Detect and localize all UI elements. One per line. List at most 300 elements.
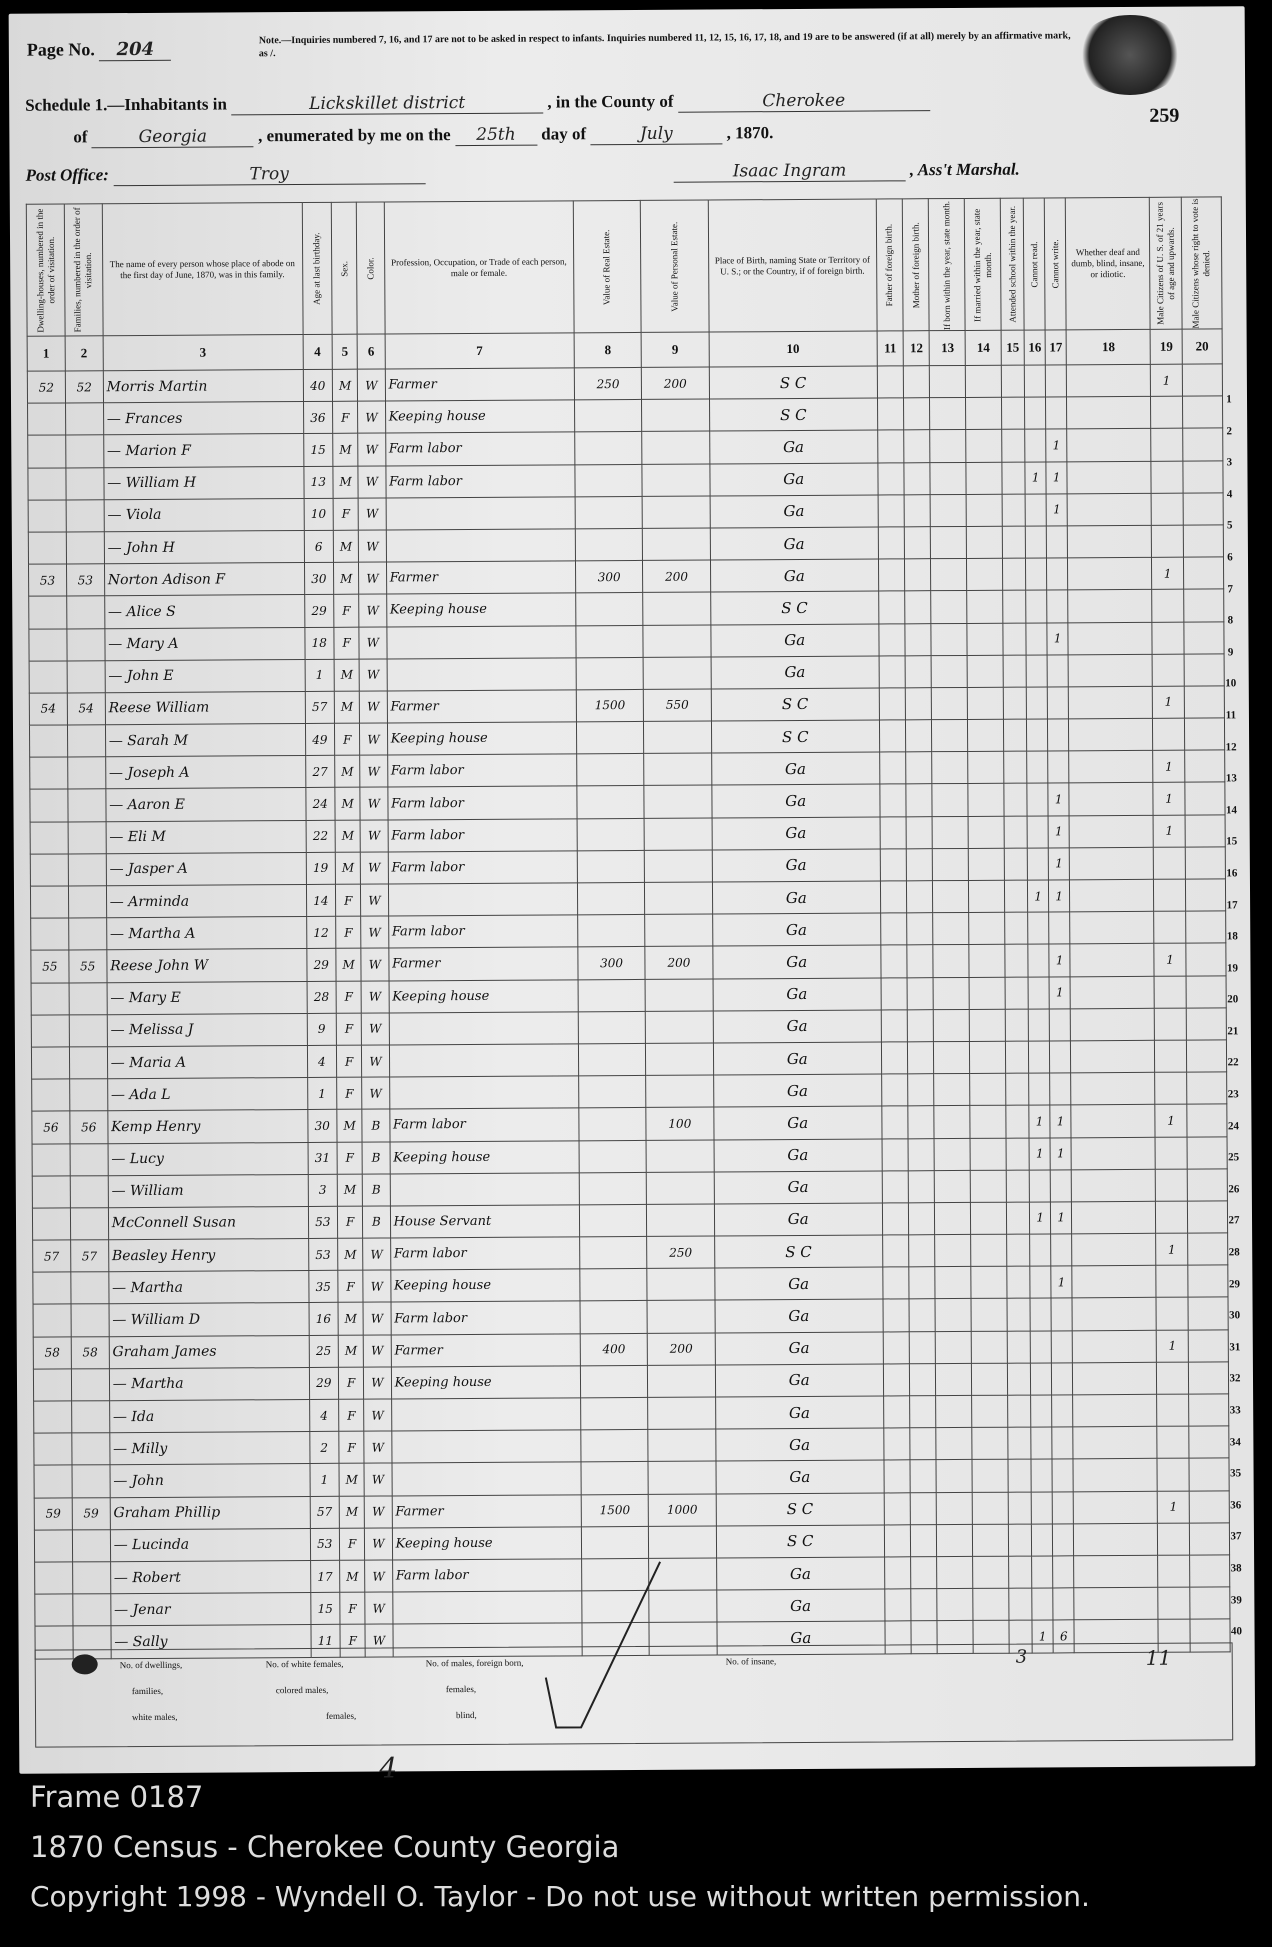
- cell-empty: [1005, 944, 1028, 976]
- cell-age: 18: [304, 627, 334, 659]
- cell-real: 400: [580, 1333, 648, 1366]
- cell-empty: [931, 623, 967, 655]
- cell-c19: 1: [1151, 364, 1183, 396]
- cell-sex: M: [333, 466, 358, 498]
- cell-name: — Arminda: [106, 884, 306, 917]
- cell-c17: 1: [1048, 783, 1069, 815]
- cell-empty: [1004, 784, 1027, 816]
- cell-dw: 55: [31, 950, 69, 982]
- cell-occ: Keeping house: [392, 1527, 582, 1560]
- cell-empty: [937, 1524, 973, 1556]
- cell-pers: [644, 721, 712, 754]
- cell-empty: [1003, 623, 1026, 655]
- cell-fam: 58: [71, 1336, 109, 1368]
- cell-color: W: [361, 981, 389, 1013]
- cell-birth: Ga: [712, 817, 880, 850]
- cell-empty: [970, 1138, 1006, 1170]
- line-number: 36: [1230, 1499, 1242, 1512]
- cell-sex: M: [339, 1496, 364, 1528]
- cell-color: W: [364, 1431, 392, 1463]
- cell-real: [576, 657, 644, 690]
- cell-empty: [906, 848, 932, 880]
- cell-pers: [645, 850, 713, 883]
- cell-c19: [1157, 1458, 1189, 1490]
- cell-dw: [30, 789, 68, 821]
- cell-sex: M: [335, 788, 360, 820]
- cell-birth: Ga: [712, 945, 880, 978]
- cell-empty: [932, 655, 968, 687]
- cell-fam: [71, 1401, 109, 1433]
- cell-birth: Ga: [710, 495, 878, 528]
- line-number: 26: [1228, 1183, 1240, 1196]
- cell-empty: [972, 1492, 1008, 1524]
- cell-occ: Keeping house: [391, 1366, 581, 1399]
- cell-empty: [881, 913, 907, 945]
- cell-empty: [967, 526, 1003, 558]
- line-number: 37: [1230, 1530, 1242, 1543]
- cell-fam: [69, 982, 107, 1014]
- cell-age: 15: [310, 1592, 340, 1624]
- cell-name: — Lucinda: [110, 1528, 310, 1561]
- cell-real: [581, 1462, 649, 1495]
- cell-real: [577, 754, 645, 787]
- cell-empty: [1003, 719, 1026, 751]
- cell-empty: [1002, 494, 1025, 526]
- cell-age: 11: [311, 1625, 341, 1657]
- cell-c19: [1154, 911, 1186, 943]
- seal-stamp-icon: [1075, 15, 1185, 96]
- cell-empty: [907, 945, 933, 977]
- cell-empty: [1002, 429, 1025, 461]
- cell-c17: [1048, 751, 1069, 783]
- cell-fam: 59: [72, 1497, 110, 1529]
- cell-birth: Ga: [713, 1010, 881, 1043]
- cell-name: — Aaron E: [106, 788, 306, 821]
- column-number: 1: [27, 336, 65, 371]
- cell-empty: [936, 1395, 972, 1427]
- cell-empty: [968, 848, 1004, 880]
- cell-empty: [904, 527, 930, 559]
- cell-empty: [1008, 1427, 1031, 1459]
- cell-real: 1500: [581, 1494, 649, 1527]
- cell-occ: [391, 1398, 581, 1431]
- cell-fam: [72, 1465, 110, 1497]
- cell-real: [576, 625, 644, 658]
- post-office-value: Troy: [113, 163, 425, 186]
- cell-c19: [1152, 654, 1184, 686]
- column-header: Sex.: [331, 202, 357, 334]
- cell-empty: [881, 945, 907, 977]
- column-number: 4: [303, 334, 333, 369]
- cell-pers: [644, 818, 712, 851]
- cell-birth: S C: [709, 398, 877, 431]
- cell-color: W: [362, 1013, 390, 1045]
- cell-c16: [1026, 622, 1047, 654]
- cell-birth: Ga: [715, 1332, 883, 1365]
- cell-age: 13: [303, 466, 333, 498]
- column-header: Value of Personal Estate.: [641, 200, 709, 332]
- cell-pers: [646, 1011, 714, 1044]
- cell-name: — Martha A: [106, 917, 306, 950]
- cell-pers: [645, 979, 713, 1012]
- cell-pers: [644, 753, 712, 786]
- cell-empty: [908, 1074, 934, 1106]
- cell-birth: Ga: [715, 1396, 883, 1429]
- cell-empty: [1005, 1041, 1028, 1073]
- cell-dw: [29, 661, 67, 693]
- cell-sex: M: [333, 434, 358, 466]
- cell-birth: Ga: [714, 1267, 882, 1300]
- cell-empty: [909, 1203, 935, 1235]
- line-number: 40: [1231, 1625, 1243, 1638]
- census-table: [26, 196, 1231, 1659]
- cell-empty: [907, 1009, 933, 1041]
- cell-dw: 53: [28, 564, 66, 596]
- cell-age: 1: [305, 659, 335, 691]
- cell-empty: [968, 751, 1004, 783]
- cell-c19: [1154, 879, 1186, 911]
- cell-dw: [34, 1530, 72, 1562]
- cell-empty: [968, 719, 1004, 751]
- cell-sex: M: [338, 1335, 363, 1367]
- cell-empty: [1004, 880, 1027, 912]
- cell-c17: 1: [1049, 944, 1070, 976]
- cell-empty: [969, 1009, 1005, 1041]
- cell-birth: Ga: [716, 1589, 884, 1622]
- cell-empty: [932, 784, 968, 816]
- cell-sex: F: [333, 498, 358, 530]
- cell-age: 35: [308, 1271, 338, 1303]
- cell-c19: [1154, 976, 1186, 1008]
- cell-age: 17: [310, 1560, 340, 1592]
- cell-empty: [906, 752, 932, 784]
- cell-fam: [69, 1014, 107, 1046]
- cell-c16: [1025, 526, 1046, 558]
- cell-empty: [885, 1589, 911, 1621]
- cell-c17: [1049, 912, 1070, 944]
- cell-c16: [1029, 1073, 1050, 1105]
- cell-empty: [933, 913, 969, 945]
- cell-age: 49: [305, 723, 335, 755]
- cell-empty: [971, 1266, 1007, 1298]
- cell-name: — Ada L: [107, 1078, 307, 1111]
- column-number: 8: [574, 332, 642, 367]
- post-office-line: [26, 160, 1020, 187]
- column-number: 10: [709, 331, 878, 367]
- cell-empty: [933, 816, 969, 848]
- cell-empty: [935, 1202, 971, 1234]
- line-number: 15: [1226, 835, 1238, 848]
- column-number: 12: [903, 331, 930, 366]
- cell-empty: [970, 1073, 1006, 1105]
- cell-pers: [642, 431, 710, 464]
- cell-c17: [1047, 687, 1068, 719]
- cell-empty: [934, 1106, 970, 1138]
- cell-empty: [1003, 655, 1026, 687]
- cell-name: Norton Adison F: [104, 563, 304, 596]
- cell-empty: [1073, 1426, 1157, 1459]
- cell-empty: [1068, 686, 1152, 719]
- cell-c19: 1: [1154, 943, 1186, 975]
- cell-c19: 1: [1157, 1330, 1189, 1362]
- cell-c17: [1047, 590, 1068, 622]
- cell-name: — Robert: [110, 1560, 310, 1593]
- cell-fam: 53: [66, 564, 104, 596]
- cell-c16: [1030, 1331, 1051, 1363]
- cell-empty: [967, 558, 1003, 590]
- cell-real: [575, 528, 643, 561]
- footer-males-foreign: No. of males, foreign born,: [425, 1657, 524, 1669]
- cell-c17: 1: [1046, 461, 1067, 493]
- cell-occ: Farm labor: [390, 1237, 580, 1270]
- cell-pers: [643, 592, 711, 625]
- cell-dw: [29, 628, 67, 660]
- cell-c16: [1031, 1427, 1052, 1459]
- cell-empty: [884, 1460, 910, 1492]
- cell-c17: 1: [1047, 622, 1068, 654]
- cell-dw: [28, 435, 66, 467]
- cell-empty: [966, 462, 1002, 494]
- cell-name: — Marion F: [103, 434, 303, 467]
- cell-name: — Ida: [109, 1399, 309, 1432]
- cell-empty: [884, 1557, 910, 1589]
- cell-sex: F: [335, 723, 360, 755]
- line-number: 35: [1230, 1467, 1242, 1480]
- cell-c19: [1151, 461, 1183, 493]
- cell-sex: F: [337, 1077, 362, 1109]
- cell-empty: [934, 977, 970, 1009]
- cell-c16: [1026, 558, 1047, 590]
- cell-dw: [35, 1562, 73, 1594]
- line-number: 9: [1227, 646, 1234, 659]
- cell-c17: [1046, 397, 1067, 429]
- cell-empty: [879, 591, 905, 623]
- cell-empty: [973, 1524, 1009, 1556]
- sheet-number: 259: [1149, 104, 1180, 127]
- cell-c19: [1156, 1169, 1188, 1201]
- cell-empty: [936, 1331, 972, 1363]
- cell-fam: [67, 725, 105, 757]
- cell-sex: M: [340, 1560, 365, 1592]
- cell-fam: [70, 1208, 108, 1240]
- cell-empty: [966, 430, 1002, 462]
- column-header-row: [26, 197, 1222, 336]
- cell-sex: F: [336, 916, 361, 948]
- cell-occ: Keeping house: [389, 979, 579, 1012]
- cell-c19: 1: [1158, 1491, 1190, 1523]
- column-number: 5: [332, 334, 357, 369]
- cell-color: W: [360, 691, 388, 723]
- cell-birth: Ga: [713, 1042, 881, 1075]
- cell-real: [580, 1236, 648, 1269]
- cell-name: Graham James: [109, 1335, 309, 1368]
- cell-empty: [1004, 751, 1027, 783]
- cell-color: W: [364, 1399, 392, 1431]
- cell-pers: [643, 625, 711, 658]
- cell-fam: [73, 1594, 111, 1626]
- cell-empty: [1006, 1202, 1029, 1234]
- cell-empty: [970, 1106, 1006, 1138]
- cell-fam: 56: [70, 1111, 108, 1143]
- cell-pers: 200: [645, 946, 713, 979]
- cell-empty: [937, 1492, 973, 1524]
- line-number: 18: [1226, 930, 1238, 943]
- cell-c19: 1: [1155, 1104, 1187, 1136]
- cell-color: W: [365, 1560, 393, 1592]
- cell-empty: [879, 688, 905, 720]
- cell-empty: [967, 623, 1003, 655]
- cell-dw: 52: [27, 371, 65, 403]
- line-number: 34: [1229, 1435, 1241, 1448]
- cell-c16: [1025, 397, 1046, 429]
- cell-dw: 59: [34, 1497, 72, 1529]
- cell-empty: [909, 1299, 935, 1331]
- cell-color: B: [362, 1141, 390, 1173]
- cell-c19: [1157, 1426, 1189, 1458]
- cell-empty: [1006, 1073, 1029, 1105]
- cell-color: W: [360, 787, 388, 819]
- cell-birth: S C: [709, 366, 877, 399]
- cell-c19: [1156, 1298, 1188, 1330]
- cell-dw: [29, 596, 67, 628]
- cell-c16: [1029, 1170, 1050, 1202]
- cell-empty: [966, 365, 1002, 397]
- cell-name: — John H: [104, 530, 304, 563]
- cell-occ: Farm labor: [385, 432, 575, 465]
- cell-empty: [1003, 687, 1026, 719]
- cell-c17: 1: [1051, 1202, 1072, 1234]
- cell-age: 27: [305, 756, 335, 788]
- cell-color: W: [358, 498, 386, 530]
- cell-dw: [34, 1433, 72, 1465]
- cell-fam: [66, 499, 104, 531]
- cell-empty: [1005, 1009, 1028, 1041]
- cell-real: [578, 1011, 646, 1044]
- cell-empty: [905, 655, 931, 687]
- cell-empty: [878, 559, 904, 591]
- cell-occ: Farmer: [385, 368, 575, 401]
- cell-c16: [1027, 848, 1048, 880]
- line-number: 6: [1227, 551, 1233, 564]
- cell-sex: M: [339, 1464, 364, 1496]
- cell-empty: [931, 494, 967, 526]
- cell-real: [577, 786, 645, 819]
- cell-pers: 550: [644, 689, 712, 722]
- cell-empty: [1007, 1234, 1030, 1266]
- cell-birth: S C: [716, 1493, 884, 1526]
- cell-occ: Farm labor: [386, 464, 576, 497]
- column-header: Color.: [357, 202, 385, 334]
- cell-empty: [1002, 526, 1025, 558]
- cell-dw: [30, 822, 68, 854]
- column-number: 7: [385, 333, 575, 369]
- cell-sex: F: [340, 1592, 365, 1624]
- cell-c16: [1027, 783, 1048, 815]
- cell-empty: [1003, 590, 1026, 622]
- cell-empty: [878, 430, 904, 462]
- cell-empty: [1008, 1524, 1031, 1556]
- cell-birth: S C: [710, 591, 878, 624]
- line-number: 1: [1226, 393, 1232, 406]
- column-number: 20: [1182, 329, 1222, 364]
- cell-empty: [972, 1427, 1008, 1459]
- cell-c19: [1152, 622, 1184, 654]
- cell-age: 12: [306, 916, 336, 948]
- cell-pers: [646, 1172, 714, 1205]
- line-number: 27: [1228, 1214, 1240, 1227]
- line-number: 29: [1228, 1277, 1240, 1290]
- cell-empty: [905, 591, 931, 623]
- cell-occ: Farm labor: [388, 915, 578, 948]
- cell-pers: [645, 914, 713, 947]
- cell-empty: [1006, 1138, 1029, 1170]
- column-header: If born within the year, state month.: [929, 198, 966, 330]
- cell-empty: [969, 977, 1005, 1009]
- cell-name: Morris Martin: [103, 370, 303, 403]
- cell-pers: [643, 528, 711, 561]
- cell-color: W: [361, 884, 389, 916]
- cell-pers: [648, 1429, 716, 1462]
- cell-c19: 1: [1153, 815, 1185, 847]
- cell-empty: [973, 1556, 1009, 1588]
- cell-empty: [883, 1396, 909, 1428]
- cell-pers: [643, 657, 711, 690]
- cell-dw: [30, 757, 68, 789]
- cell-empty: [968, 784, 1004, 816]
- cell-occ: Keeping house: [390, 1269, 580, 1302]
- cell-empty: [936, 1363, 972, 1395]
- footer-tally-citizens: 11: [1145, 1645, 1172, 1670]
- cell-empty: [934, 1074, 970, 1106]
- cell-occ: [392, 1462, 582, 1495]
- cell-fam: [68, 789, 106, 821]
- cell-age: 30: [307, 1110, 337, 1142]
- column-header: Age at last birthday.: [302, 202, 332, 334]
- cell-c17: [1047, 655, 1068, 687]
- cell-c16: [1027, 751, 1048, 783]
- cell-empty: [911, 1524, 937, 1556]
- page-bottom-mark: 4: [379, 1751, 398, 1785]
- cell-fam: [69, 918, 107, 950]
- column-number: 13: [930, 330, 966, 365]
- cell-empty: [904, 398, 930, 430]
- column-header: Dwelling-houses, numbered in the order of visitation.: [26, 204, 65, 336]
- cell-fam: [70, 1175, 108, 1207]
- column-header: Attended school within the year.: [1000, 198, 1024, 330]
- line-number: 25: [1228, 1151, 1240, 1164]
- cell-real: [575, 464, 643, 497]
- cell-empty: [877, 398, 903, 430]
- cell-age: 4: [307, 1045, 337, 1077]
- line-number: 39: [1230, 1593, 1242, 1606]
- cell-sex: F: [334, 627, 359, 659]
- cell-empty: [1070, 911, 1154, 944]
- cell-occ: [389, 1076, 579, 1109]
- cell-empty: [934, 1138, 970, 1170]
- cell-c17: [1046, 526, 1067, 558]
- cell-real: [578, 979, 646, 1012]
- cell-color: W: [365, 1528, 393, 1560]
- cell-color: W: [365, 1592, 393, 1624]
- cell-c19: 1: [1153, 783, 1185, 815]
- cell-c16: 1: [1029, 1105, 1050, 1137]
- state-label: of: [73, 127, 88, 147]
- cell-empty: [931, 526, 967, 558]
- cell-empty: [1071, 1169, 1155, 1202]
- cell-dw: 58: [33, 1337, 71, 1369]
- cell-real: [574, 400, 642, 433]
- cell-birth: Ga: [711, 784, 879, 817]
